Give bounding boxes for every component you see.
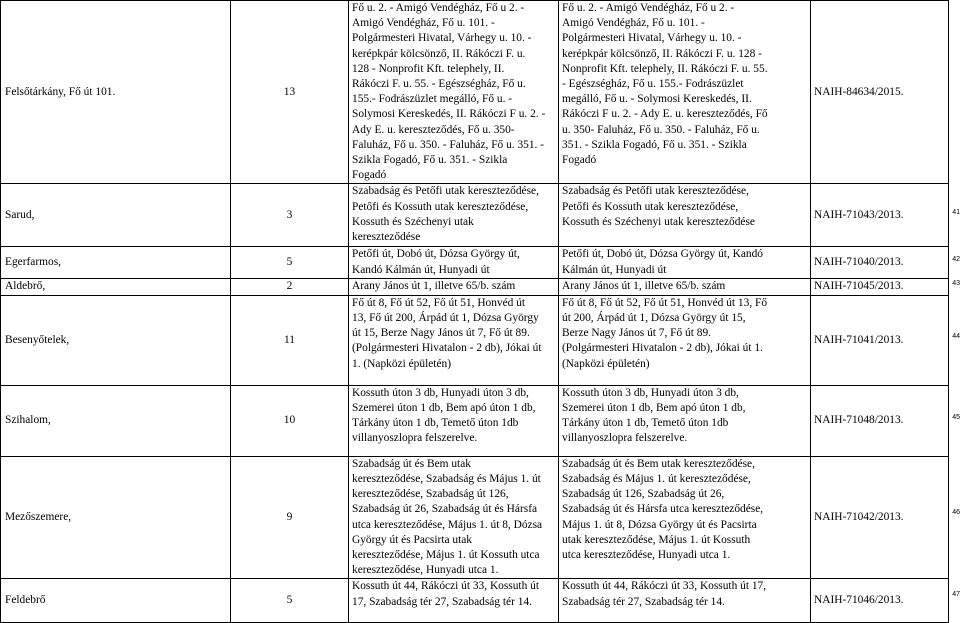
camera-count: 13	[231, 1, 349, 184]
locations-text-alt: Szabadság út és Bem utak kereszteződése, Szabadság és Május 1. út kereszteződése, Szabadság út 126, Szabadság út 26, Szabadság út és Hársfa utca kereszteződése, Május 1. út 8, Dózsa György út és Pacsirta utak kereszteződése, Május 1. út Kossuth utca kereszteződése, Hunyadi utca 1.	[559, 456, 811, 579]
place-name: Felsőtárkány, Fő út 101.	[1, 1, 231, 184]
naih-reference: NAIH-71040/2013.	[811, 247, 949, 278]
locations-text: Fő út 8, Fő út 52, Fő út 51, Honvéd út 13, Fő út 200, Árpád út 1, Dózsa György út 15, Berze Nagy János út 7, Fő út 89. (Polgármesteri Hivatalon - 2 db), Jókai út 1. (Napközi épületén)	[349, 295, 559, 385]
row-number: 47	[952, 591, 960, 598]
locations-text-alt: Arany János út 1, illetve 65/b. szám	[559, 278, 811, 295]
camera-count: 5	[231, 247, 349, 278]
table-row	[1, 385, 949, 456]
locations-text: Fő u. 2. - Amigó Vendégház, Fő u 2. - Amigó Vendégház, Fő u. 101. - Polgármesteri Hivatal, Várhegy u. 10. - kerépkpár kölcsönző, II. Rákóczi F. u. 128 - Nonprofit Kft. telephely, II. Rákóczi F. u. 55. - Egészségház, Fő u. 155.- Fodrászüzlet megálló, Fő u. - Solymosi Kereskedés, II. Rákóczi F u. 2. - Ady E. u. kereszteződés, Fő u. 350- Faluház, Fő u. 350. - Faluház, Fő u. 351. - Szikla Fogadó, Fő u. 351. - Szikla Fogadó	[349, 1, 559, 184]
locations-text-alt: Szabadság és Petőfi utak kereszteződése, Petőfi és Kossuth utak kereszteződése, Kossuth és Széchenyi utak kereszteződése	[559, 184, 811, 247]
camera-count: 3	[231, 184, 349, 247]
camera-count: 9	[231, 456, 349, 579]
locations-text: Szabadság és Petőfi utak kereszteződése, Petőfi és Kossuth utak kereszteződése, Kossuth és Széchenyi utak kereszteződése	[349, 184, 559, 247]
locations-text-alt: Kossuth út 44, Rákóczi út 33, Kossuth út 17, Szabadság tér 27, Szabadság tér 14.	[559, 579, 811, 623]
locations-text-alt: Fő út 8, Fő út 52, Fő út 51, Honvéd út 13, Fő út 200, Árpád út 1, Dózsa György út 15, Berze Nagy János út 7, Fő út 89. (Polgármesteri Hivatalon - 2 db), Jókai út 1. (Napközi épületén)	[559, 295, 811, 385]
place-name: Feldebrő	[1, 579, 231, 623]
row-number: 45	[952, 413, 960, 421]
locations-text-alt: Fő u. 2. - Amigó Vendégház, Fő u 2. - Amigó Vendégház, Fő u. 101. - Polgármesteri Hivatal, Várhegy u. 10. - kerépkpár kölcsönző, II. Rákóczi F. u. 128 - Nonprofit Kft. telephely, II. Rákóczi F. u. 55. - Egészségház, Fő u. 155.- Fodrászüzlet megálló, Fő u. - Solymosi Kereskedés, II. Rákóczi F u. 2. - Ady E. u. kereszteződés, Fő u. 350- Faluház, Fő u. 350. - Faluház, Fő u. 351. - Szikla Fogadó, Fő u. 351. - Szikla Fogadó	[559, 1, 811, 184]
table-body	[1, 1, 949, 623]
place-name: Besenyőtelek,	[1, 295, 231, 385]
table-row	[1, 295, 949, 385]
camera-count: 11	[231, 295, 349, 385]
row-number: 42	[952, 255, 960, 263]
naih-reference: NAIH-71045/2013.	[811, 278, 949, 295]
naih-reference: NAIH-71043/2013.	[811, 184, 949, 247]
table-row	[1, 579, 949, 623]
camera-count: 5	[231, 579, 349, 623]
row-number: 41	[952, 208, 960, 216]
table-row	[1, 1, 949, 184]
place-name: Aldebrő,	[1, 278, 231, 295]
locations-text: Szabadság út és Bem utak kereszteződése, Szabadság és Május 1. út kereszteződése, Szabadság út 126, Szabadság út 26, Szabadság út és Hársfa utca kereszteződése, Május 1. út 8, Dózsa György út és Pacsirta utak kereszteződése, Május 1. út Kossuth utca kereszteződése, Hunyadi utca 1.	[349, 456, 559, 579]
naih-reference: NAIH-71048/2013.	[811, 385, 949, 456]
table-row	[1, 456, 949, 579]
place-name: Szihalom,	[1, 385, 231, 456]
locations-text: Arany János út 1, illetve 65/b. szám	[349, 278, 559, 295]
locations-text-alt: Kossuth úton 3 db, Hunyadi úton 3 db, Szemerei úton 1 db, Bem apó úton 1 db, Tárkány úton 1 db, Temető úton 1db villanyoszlopra felszerelve.	[559, 385, 811, 456]
table-row	[1, 278, 949, 295]
locations-text: Kossuth úton 3 db, Hunyadi úton 3 db, Szemerei úton 1 db, Bem apó úton 1 db, Tárkány úton 1 db, Temető úton 1db villanyoszlopra felszerelve.	[349, 385, 559, 456]
camera-count: 2	[231, 278, 349, 295]
locations-text-alt: Petőfi út, Dobó út, Dózsa György út, Kandó Kálmán út, Hunyadi út	[559, 247, 811, 278]
naih-reference: NAIH-71042/2013.	[811, 456, 949, 579]
locations-text: Kossuth út 44, Rákóczi út 33, Kossuth út 17, Szabadság tér 27, Szabadság tér 14.	[349, 579, 559, 623]
place-name: Sarud,	[1, 184, 231, 247]
camera-count: 10	[231, 385, 349, 456]
naih-reference: NAIH-84634/2015.	[811, 1, 949, 184]
row-number: 44	[952, 333, 960, 340]
naih-reference: NAIH-71046/2013.	[811, 579, 949, 623]
locations-text: Petőfi út, Dobó út, Dózsa György út, Kandó Kálmán út, Hunyadi út	[349, 247, 559, 278]
row-number: 46	[952, 509, 960, 516]
row-number: 43	[952, 279, 960, 287]
place-name: Mezőszemere,	[1, 456, 231, 579]
naih-reference: NAIH-71041/2013.	[811, 295, 949, 385]
table-row	[1, 184, 949, 247]
place-name: Egerfarmos,	[1, 247, 231, 278]
table-row	[1, 247, 949, 278]
